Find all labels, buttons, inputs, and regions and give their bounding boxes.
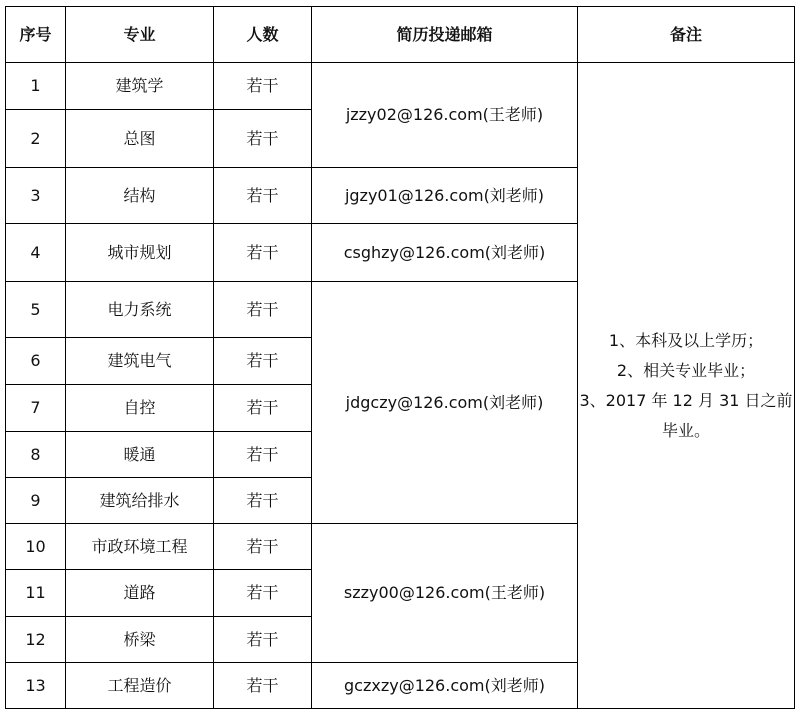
row-count: 若干: [214, 432, 312, 478]
note-line: 2、相关专业毕业；: [616, 360, 756, 380]
row-major: 建筑电气: [66, 338, 214, 385]
row-count: 若干: [214, 617, 312, 663]
row-major: 自控: [66, 385, 214, 432]
note-line: 毕业。: [661, 420, 710, 440]
header-no: 序号: [6, 7, 66, 63]
row-no: 11: [6, 570, 66, 617]
row-count: 若干: [214, 168, 312, 224]
row-major: 工程造价: [66, 663, 214, 709]
row-no: 9: [6, 478, 66, 524]
note-line: 1、本科及以上学历；: [608, 330, 764, 350]
row-count: 若干: [214, 282, 312, 338]
row-no: 7: [6, 385, 66, 432]
note-line: 3、2017 年 12 月 31 日之前: [579, 390, 793, 410]
row-no: 5: [6, 282, 66, 338]
email-cell: gczxzy@126.com(刘老师): [312, 663, 578, 709]
row-major: 建筑学: [66, 63, 214, 110]
row-count: 若干: [214, 663, 312, 709]
row-no: 3: [6, 168, 66, 224]
row-major: 总图: [66, 110, 214, 168]
row-no: 6: [6, 338, 66, 385]
row-count: 若干: [214, 524, 312, 570]
header-notes: 备注: [578, 7, 795, 63]
table-row: [6, 63, 795, 110]
email-cell: szzy00@126.com(王老师): [312, 524, 578, 663]
row-major: 暖通: [66, 432, 214, 478]
notes-cell: [578, 63, 795, 709]
row-major: 市政环境工程: [66, 524, 214, 570]
header-email: 简历投递邮箱: [312, 7, 578, 63]
header-count: 人数: [214, 7, 312, 63]
row-count: 若干: [214, 224, 312, 282]
header-row: [6, 7, 795, 63]
row-major: 桥梁: [66, 617, 214, 663]
row-major: 道路: [66, 570, 214, 617]
row-count: 若干: [214, 63, 312, 110]
row-no: 10: [6, 524, 66, 570]
email-cell: csghzy@126.com(刘老师): [312, 224, 578, 282]
row-count: 若干: [214, 338, 312, 385]
row-no: 8: [6, 432, 66, 478]
row-major: 电力系统: [66, 282, 214, 338]
row-major: 建筑给排水: [66, 478, 214, 524]
header-major: 专业: [66, 7, 214, 63]
row-count: 若干: [214, 385, 312, 432]
row-count: 若干: [214, 478, 312, 524]
row-no: 12: [6, 617, 66, 663]
recruitment-table: [5, 6, 795, 709]
row-no: 13: [6, 663, 66, 709]
email-cell: jzzy02@126.com(王老师): [312, 63, 578, 168]
row-count: 若干: [214, 110, 312, 168]
row-no: 1: [6, 63, 66, 110]
row-no: 4: [6, 224, 66, 282]
row-count: 若干: [214, 570, 312, 617]
row-major: 城市规划: [66, 224, 214, 282]
email-cell: jgzy01@126.com(刘老师): [312, 168, 578, 224]
row-major: 结构: [66, 168, 214, 224]
row-no: 2: [6, 110, 66, 168]
email-cell: jdgczy@126.com(刘老师): [312, 282, 578, 524]
